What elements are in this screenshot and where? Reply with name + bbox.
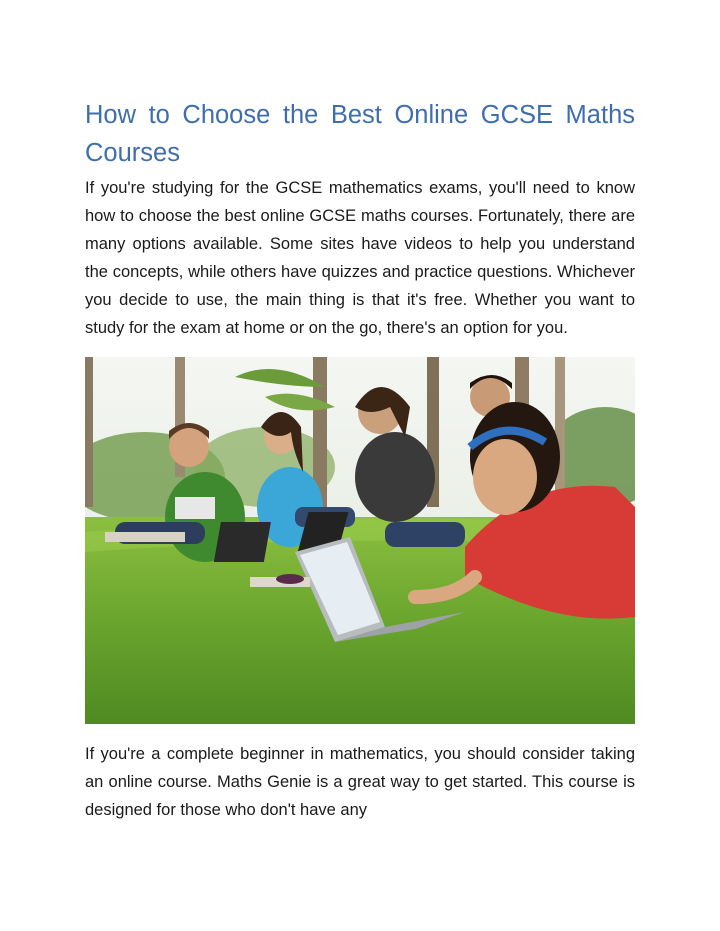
- document-page: [85, 96, 635, 824]
- intro-paragraph: If you're studying for the GCSE mathematics exams, you'll need to know how to choose the best online GCSE maths courses. Fortunately, there are many options available. Some sites have videos to help you understand the concepts, while others have quizzes and practice questions. Whichever you decide to use, the main thing is that it's free. Whether you want to study for the exam at home or on the go, there's an option for you.: [85, 179, 635, 337]
- students-studying-photo: [85, 357, 635, 724]
- second-paragraph: If you're a complete beginner in mathematics, you should consider taking an online course. Maths Genie is a great way to get started. This course is designed for those who don't have any: [85, 745, 635, 819]
- article-title: How to Choose the Best Online GCSE Maths Courses: [85, 101, 635, 167]
